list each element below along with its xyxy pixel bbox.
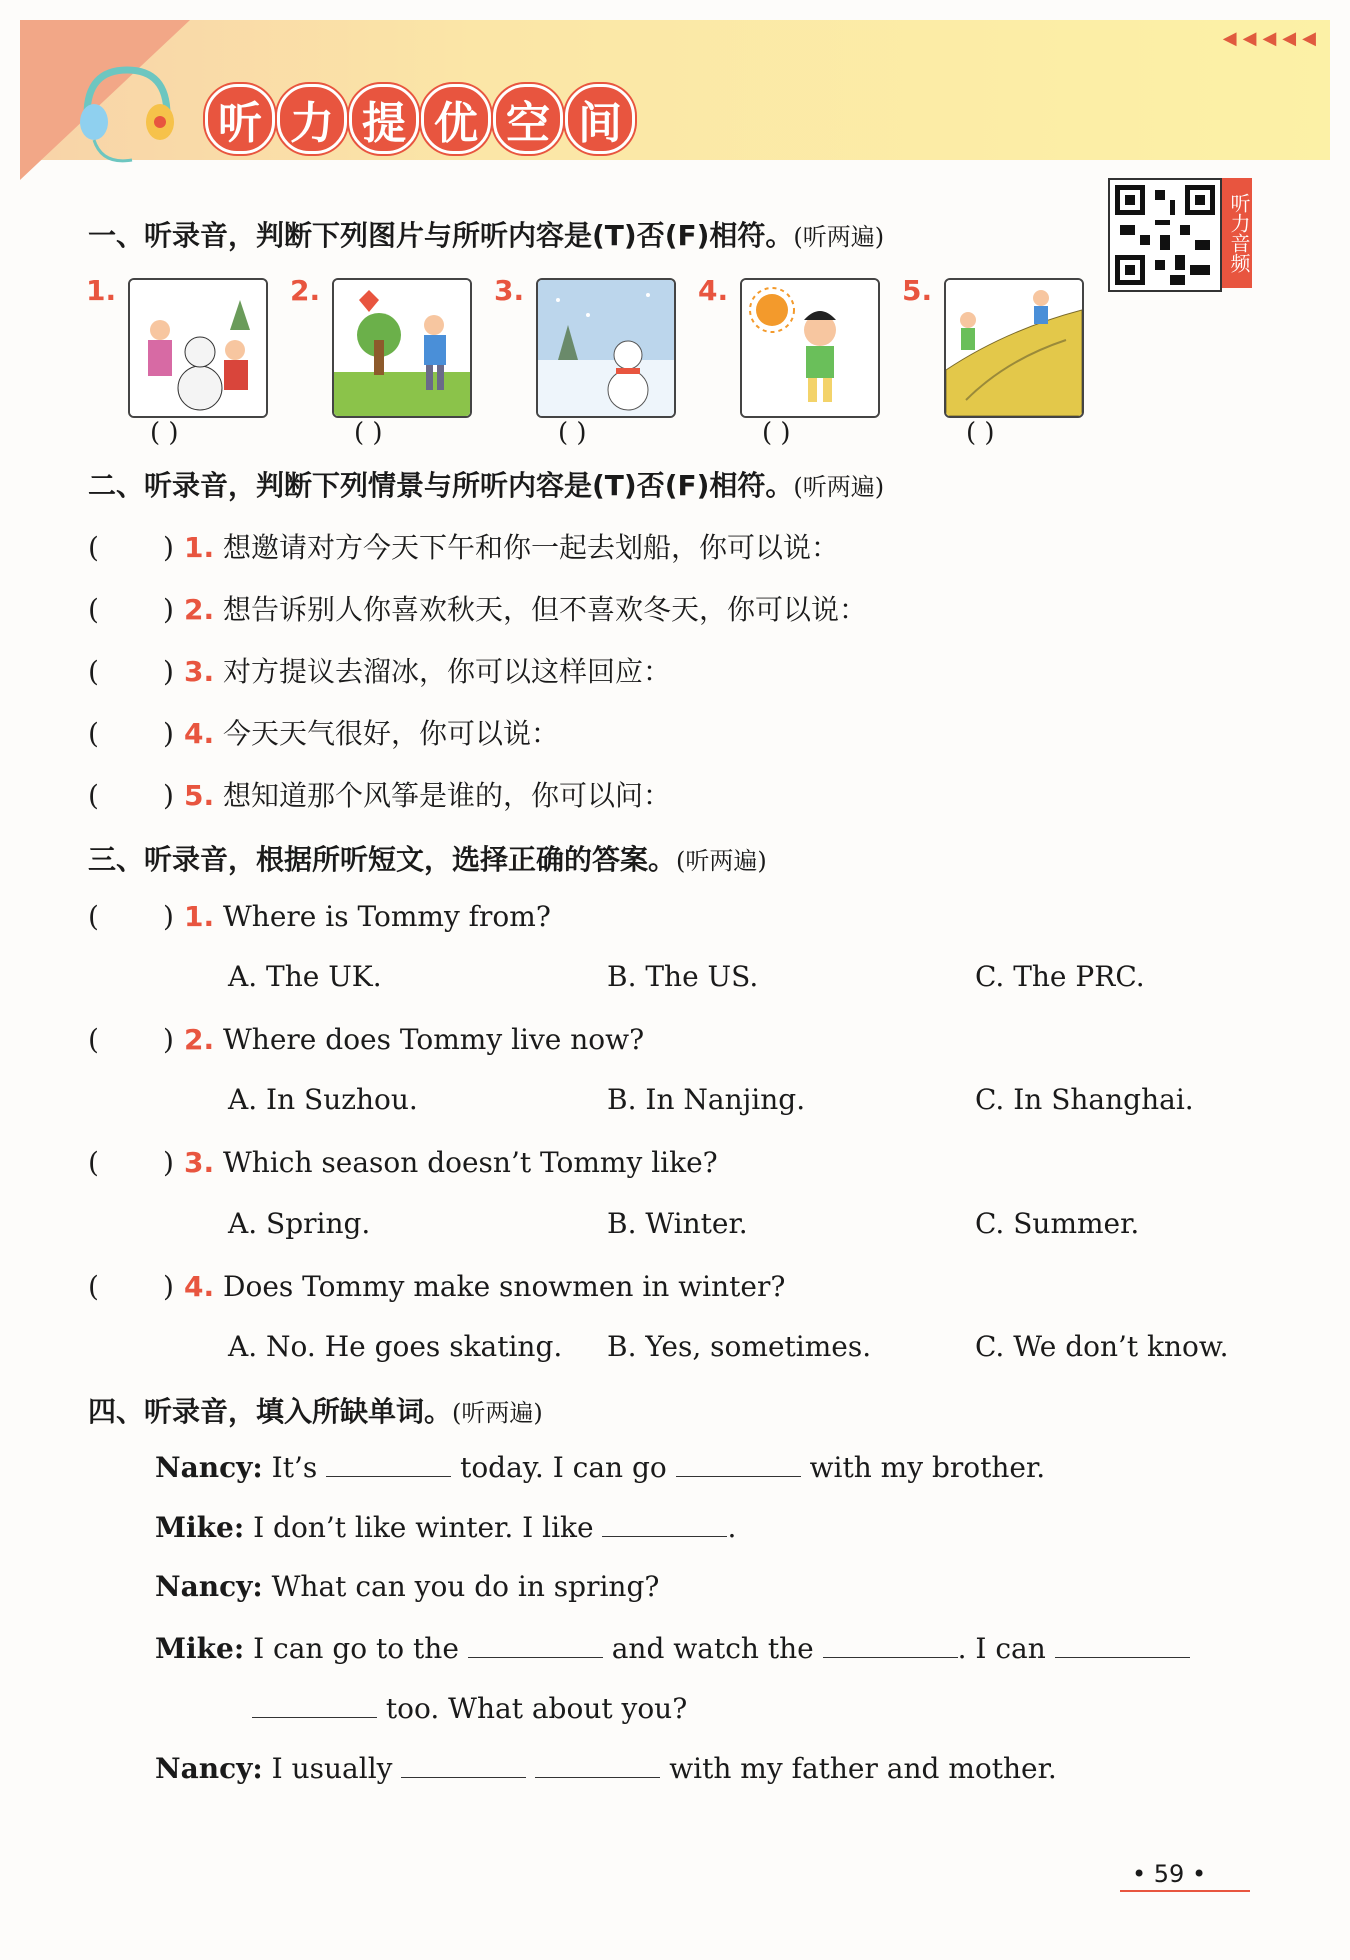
section-2-heading <box>88 464 884 504</box>
dialogue-line <box>252 1691 687 1725</box>
dialogue-text: . I can <box>957 1632 1046 1665</box>
section-note: (听两遍) <box>676 847 767 875</box>
question-text: Where is Tommy from? <box>223 900 551 933</box>
item-number: 4. <box>184 1270 215 1303</box>
speaker-name: Nancy: <box>155 1451 263 1484</box>
list-item <box>88 650 671 690</box>
item-text: 想告诉别人你喜欢秋天，但不喜欢冬天，你可以说： <box>223 593 868 626</box>
section-3-heading <box>88 838 767 878</box>
snowy-snowman-picture <box>536 278 676 418</box>
option-a[interactable]: A. The UK. <box>228 960 382 993</box>
item-text: 对方提议去溜冰，你可以这样回应： <box>223 655 672 688</box>
list-item <box>88 712 559 752</box>
item-number: 4. <box>184 717 215 750</box>
answer-blank[interactable] <box>676 1450 801 1477</box>
section-heading-text: 二、听录音，判断下列情景与所听内容是(T)否(F)相符。 <box>88 469 794 502</box>
section-1-heading <box>88 214 884 254</box>
picture-number: 5. <box>902 274 933 307</box>
item-number: 3. <box>184 655 215 688</box>
answer-paren[interactable]: ( ) <box>88 1270 174 1303</box>
speaker-name: Mike: <box>155 1511 245 1544</box>
option-a[interactable]: A. In Suzhou. <box>228 1083 418 1116</box>
option-a[interactable]: A. Spring. <box>228 1207 371 1240</box>
answer-paren[interactable]: ( ) <box>88 531 174 564</box>
list-item <box>88 588 867 628</box>
answer-paren[interactable]: ( ) <box>88 779 174 812</box>
dialogue-text: with my brother. <box>809 1451 1046 1484</box>
arrows-decoration: ◀◀◀◀◀ <box>1222 28 1322 49</box>
answer-paren[interactable]: ( ) <box>88 1146 174 1179</box>
dialogue-text: with my father and mother. <box>669 1752 1057 1785</box>
question-row <box>88 900 551 933</box>
picture-number: 3. <box>494 274 525 307</box>
question-row <box>88 1146 718 1179</box>
option-a[interactable]: A. No. He goes skating. <box>228 1330 563 1363</box>
page-title <box>205 84 635 154</box>
dialogue-text: It’s <box>271 1451 318 1484</box>
answer-paren[interactable]: ( ) <box>558 418 587 448</box>
answer-paren[interactable]: ( ) <box>88 1023 174 1056</box>
answer-paren[interactable]: ( ) <box>150 418 179 448</box>
speaker-name: Nancy: <box>155 1570 263 1603</box>
headphones-icon <box>72 60 182 170</box>
title-char: 听 <box>205 84 275 154</box>
dialogue-text: too. What about you? <box>385 1692 688 1725</box>
title-char: 空 <box>493 84 563 154</box>
answer-paren[interactable]: ( ) <box>762 418 791 448</box>
dialogue-text: today. I can go <box>460 1451 667 1484</box>
hill-climbing-picture <box>944 278 1084 418</box>
qr-code-icon[interactable] <box>1108 178 1222 292</box>
answer-blank[interactable] <box>468 1631 603 1658</box>
item-number: 3. <box>184 1146 215 1179</box>
item-number: 2. <box>184 593 215 626</box>
item-text: 想邀请对方今天下午和你一起去划船，你可以说： <box>223 531 840 564</box>
sun-boy-icecream-picture <box>740 278 880 418</box>
item-text: 今天天气很好，你可以说： <box>223 717 560 750</box>
dialogue-line <box>155 1450 1045 1484</box>
title-char: 提 <box>349 84 419 154</box>
picture-number: 2. <box>290 274 321 307</box>
item-number: 5. <box>184 779 215 812</box>
kite-running-picture <box>332 278 472 418</box>
section-note: (听两遍) <box>793 473 885 501</box>
page-number: • 59 • <box>1132 1860 1207 1888</box>
answer-paren[interactable]: ( ) <box>354 418 383 448</box>
option-b[interactable]: B. In Nanjing. <box>607 1083 806 1116</box>
answer-blank[interactable] <box>535 1751 660 1778</box>
section-heading-text: 四、听录音，填入所缺单词。 <box>88 1395 453 1428</box>
speaker-name: Mike: <box>155 1632 245 1665</box>
dialogue-text: I don’t like winter. I like <box>253 1511 594 1544</box>
answer-paren[interactable]: ( ) <box>88 655 174 688</box>
dialogue-line <box>155 1751 1057 1785</box>
option-c[interactable]: C. The PRC. <box>975 960 1145 993</box>
dialogue-text: and watch the <box>611 1632 814 1665</box>
answer-paren[interactable]: ( ) <box>88 593 174 626</box>
answer-blank[interactable] <box>326 1450 451 1477</box>
speaker-name: Nancy: <box>155 1752 263 1785</box>
answer-paren[interactable]: ( ) <box>966 418 995 448</box>
title-char: 优 <box>421 84 491 154</box>
item-number: 2. <box>184 1023 215 1056</box>
question-text: Which season doesn’t Tommy like? <box>223 1146 718 1179</box>
dialogue-text: What can you do in spring? <box>271 1570 660 1603</box>
picture-number: 4. <box>698 274 729 307</box>
question-text: Where does Tommy live now? <box>223 1023 645 1056</box>
section-note: (听两遍) <box>793 223 885 251</box>
question-row <box>88 1023 644 1056</box>
section-4-heading <box>88 1390 543 1430</box>
answer-blank[interactable] <box>602 1510 727 1537</box>
qr-label: 听力音频 <box>1222 178 1252 288</box>
option-c[interactable]: C. In Shanghai. <box>975 1083 1194 1116</box>
item-text: 想知道那个风筝是谁的，你可以问： <box>223 779 672 812</box>
answer-paren[interactable]: ( ) <box>88 900 174 933</box>
answer-blank[interactable] <box>1055 1631 1190 1658</box>
answer-paren[interactable]: ( ) <box>88 717 174 750</box>
page-number-underline <box>1120 1890 1250 1892</box>
dialogue-text: . <box>727 1511 737 1544</box>
option-b[interactable]: B. The US. <box>607 960 759 993</box>
dialogue-line <box>155 1631 1190 1665</box>
answer-blank[interactable] <box>401 1751 526 1778</box>
option-c[interactable]: C. Summer. <box>975 1207 1140 1240</box>
section-note: (听两遍) <box>452 1399 543 1427</box>
title-char: 间 <box>565 84 635 154</box>
section-heading-text: 三、听录音，根据所听短文，选择正确的答案。 <box>88 843 677 876</box>
item-number: 1. <box>184 900 215 933</box>
list-item <box>88 774 671 814</box>
question-text: Does Tommy make snowmen in winter? <box>223 1270 786 1303</box>
section-heading-text: 一、听录音，判断下列图片与所听内容是(T)否(F)相符。 <box>88 219 794 252</box>
dialogue-text: I usually <box>271 1752 393 1785</box>
answer-blank[interactable] <box>252 1691 377 1718</box>
option-c[interactable]: C. We don’t know. <box>975 1330 1229 1363</box>
picture-number: 1. <box>86 274 117 307</box>
children-snowman-picture <box>128 278 268 418</box>
dialogue-line <box>155 1510 736 1544</box>
dialogue-line <box>155 1570 659 1603</box>
answer-blank[interactable] <box>823 1631 958 1658</box>
list-item <box>88 526 839 566</box>
item-number: 1. <box>184 531 215 564</box>
dialogue-text: I can go to the <box>253 1632 459 1665</box>
option-b[interactable]: B. Winter. <box>607 1207 748 1240</box>
question-row <box>88 1270 785 1303</box>
option-b[interactable]: B. Yes, sometimes. <box>607 1330 872 1363</box>
title-char: 力 <box>277 84 347 154</box>
